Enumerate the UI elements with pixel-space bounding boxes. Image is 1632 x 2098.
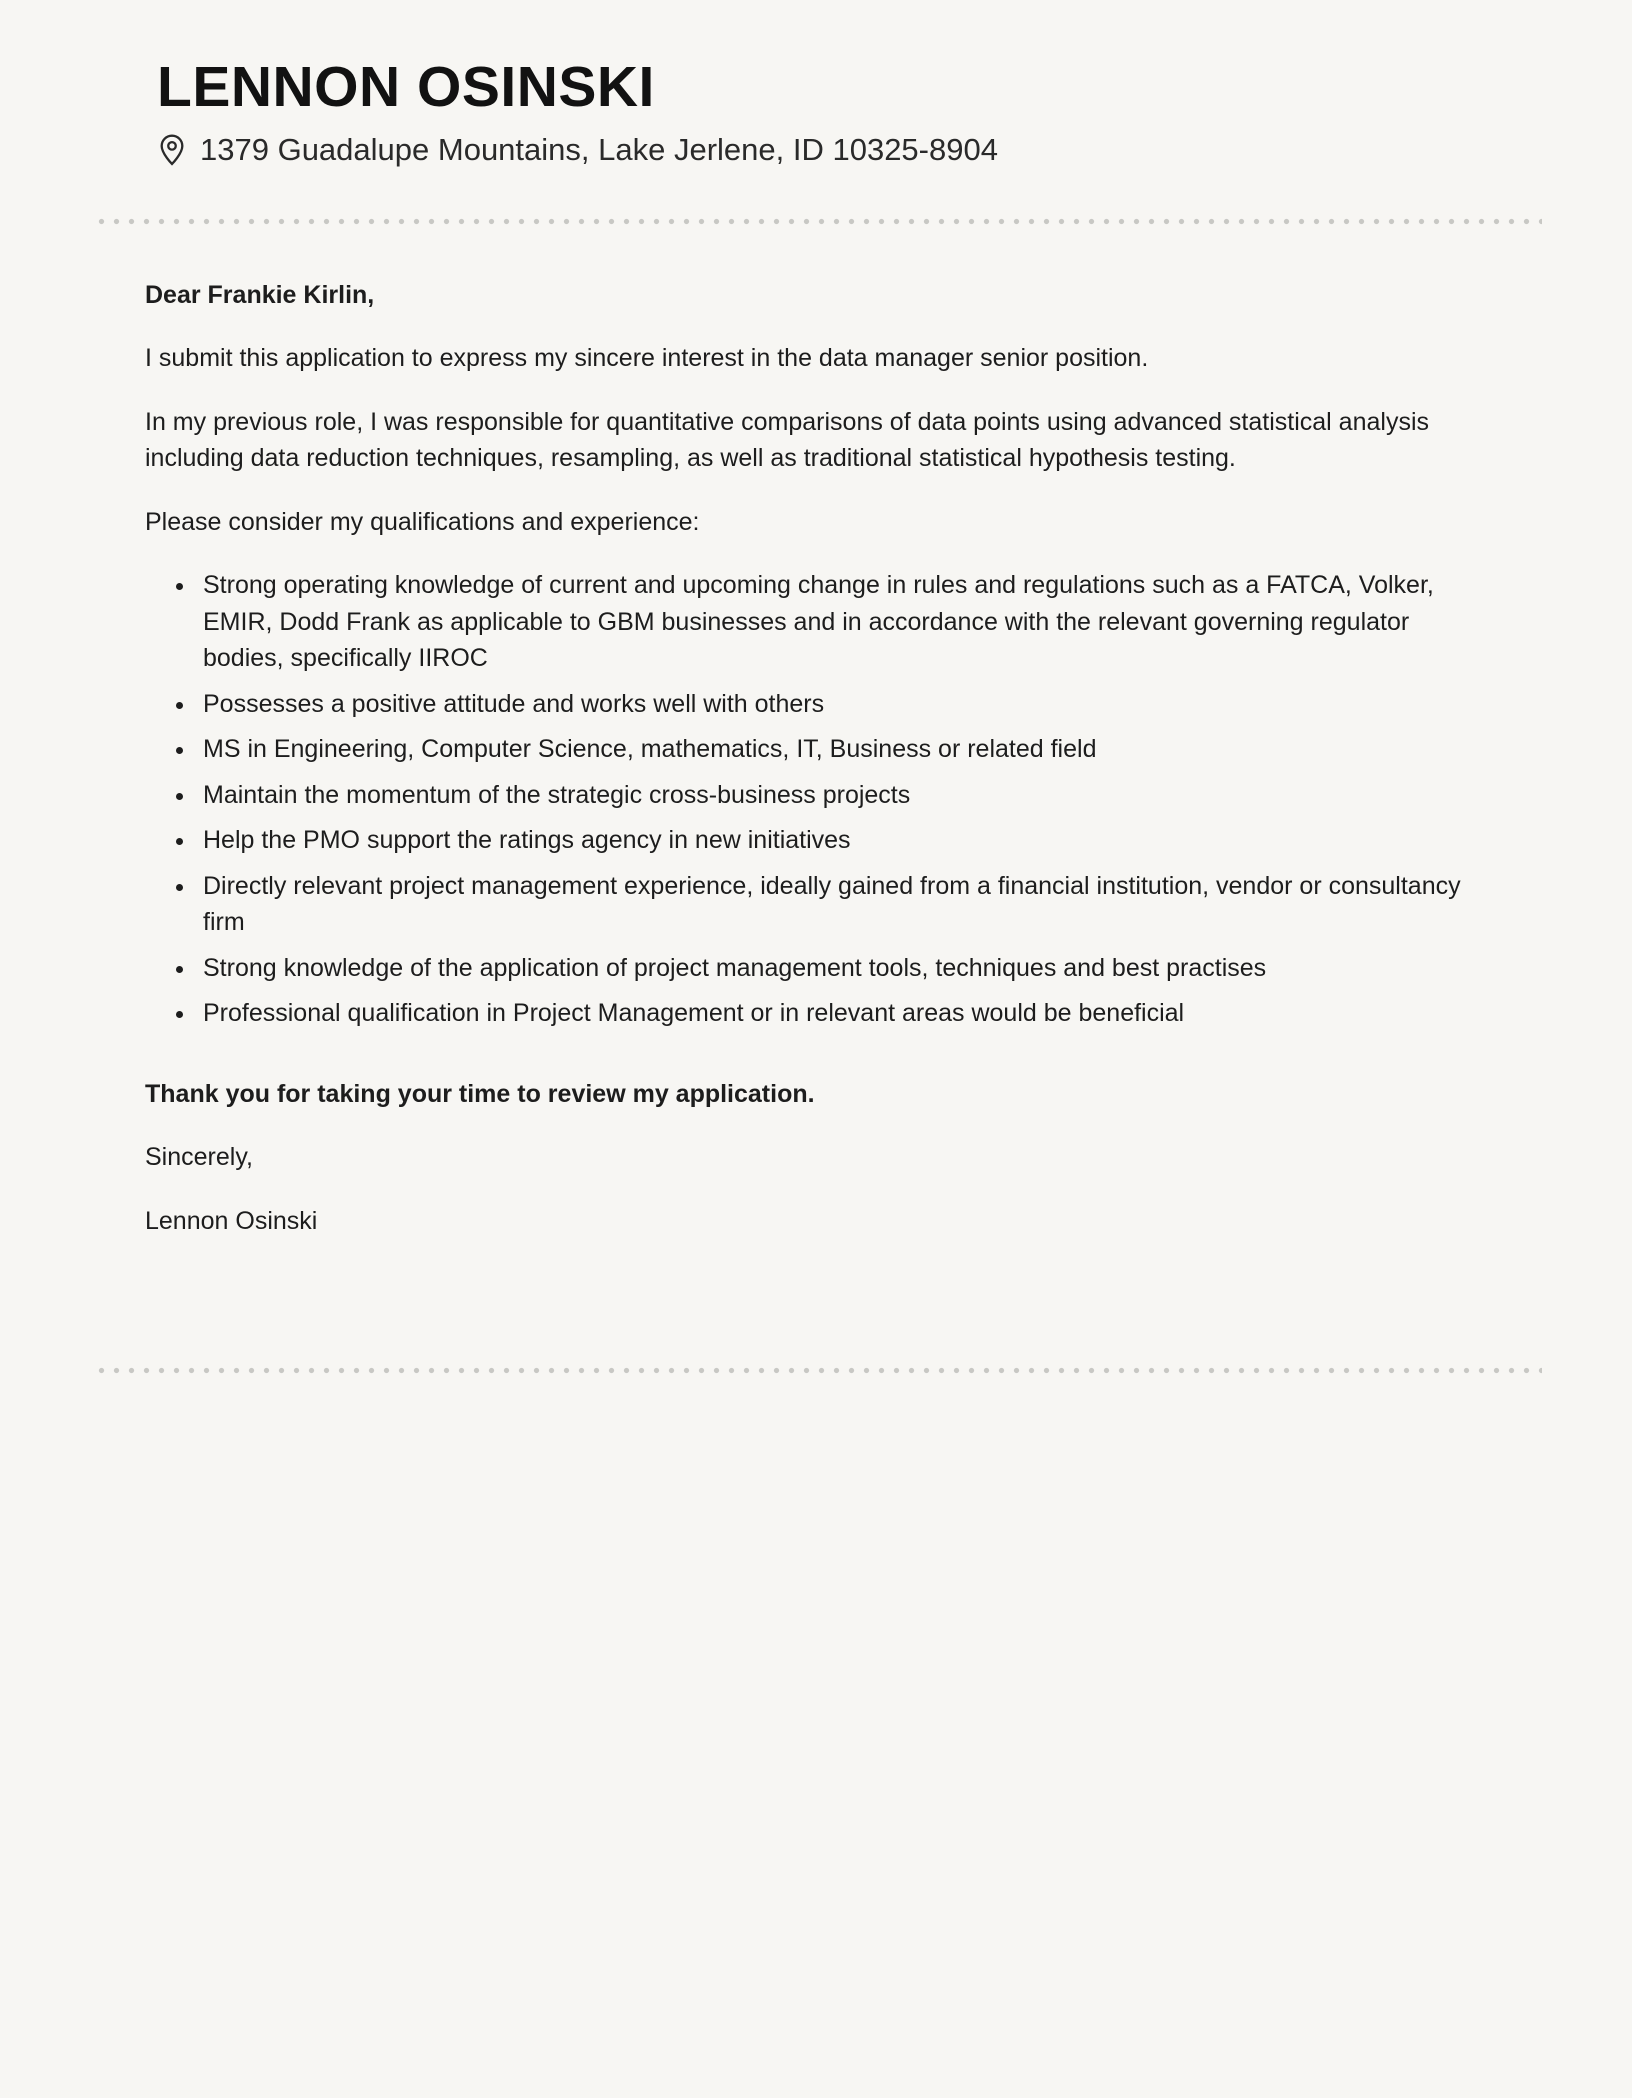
closing-line: Thank you for taking your time to review my application.	[145, 1079, 815, 1108]
qualification-item: • MS in Engineering, Computer Science, mathematics, IT, Business or related field	[197, 731, 1490, 768]
dotted-divider-top	[94, 218, 1542, 225]
experience-paragraph: In my previous role, I was responsible for quantitative comparisons of data points using advanced statistical analysis including data reduction techniques, resampling, as well as traditional statistical hypothesis testing.	[145, 407, 1429, 473]
qualification-item: • Help the PMO support the ratings agency in new initiatives	[197, 822, 1490, 859]
qualification-item: • Maintain the momentum of the strategic cross-business projects	[197, 777, 1490, 814]
qualification-item: • Professional qualification in Project Management or in relevant areas would be beneficial	[197, 995, 1490, 1032]
letter-body	[0, 225, 1632, 1240]
letter-header	[0, 55, 1632, 168]
signature-name: Lennon Osinski	[145, 1206, 318, 1235]
dotted-divider-bottom	[94, 1367, 1542, 1374]
address-text: 1379 Guadalupe Mountains, Lake Jerlene, ID 10325-8904	[200, 131, 998, 167]
address-row	[157, 132, 1490, 168]
qualifications-intro: Please consider my qualifications and experience:	[145, 507, 700, 536]
signoff-label: Sincerely,	[145, 1143, 253, 1172]
qualification-item: • Strong operating knowledge of current and upcoming change in rules and regulations such as a FATCA, Volker, EMIR, Dodd Frank as applicable to GBM businesses and in accordance with the relevant governing regulator bodies, specifically IIROC	[197, 567, 1490, 677]
salutation: Dear Frankie Kirlin,	[145, 280, 375, 309]
qualification-item: • Directly relevant project management experience, ideally gained from a financial institution, vendor or consultancy firm	[197, 868, 1490, 941]
applicant-name: LENNON OSINSKI	[157, 55, 655, 119]
qualification-item: • Possesses a positive attitude and works well with others	[197, 686, 1490, 723]
intro-paragraph: I submit this application to express my sincere interest in the data manager senior position.	[145, 344, 1149, 373]
qualifications-list	[145, 567, 1490, 1032]
location-pin-icon	[157, 133, 187, 167]
qualification-item: • Strong knowledge of the application of project management tools, techniques and best practises	[197, 950, 1490, 987]
